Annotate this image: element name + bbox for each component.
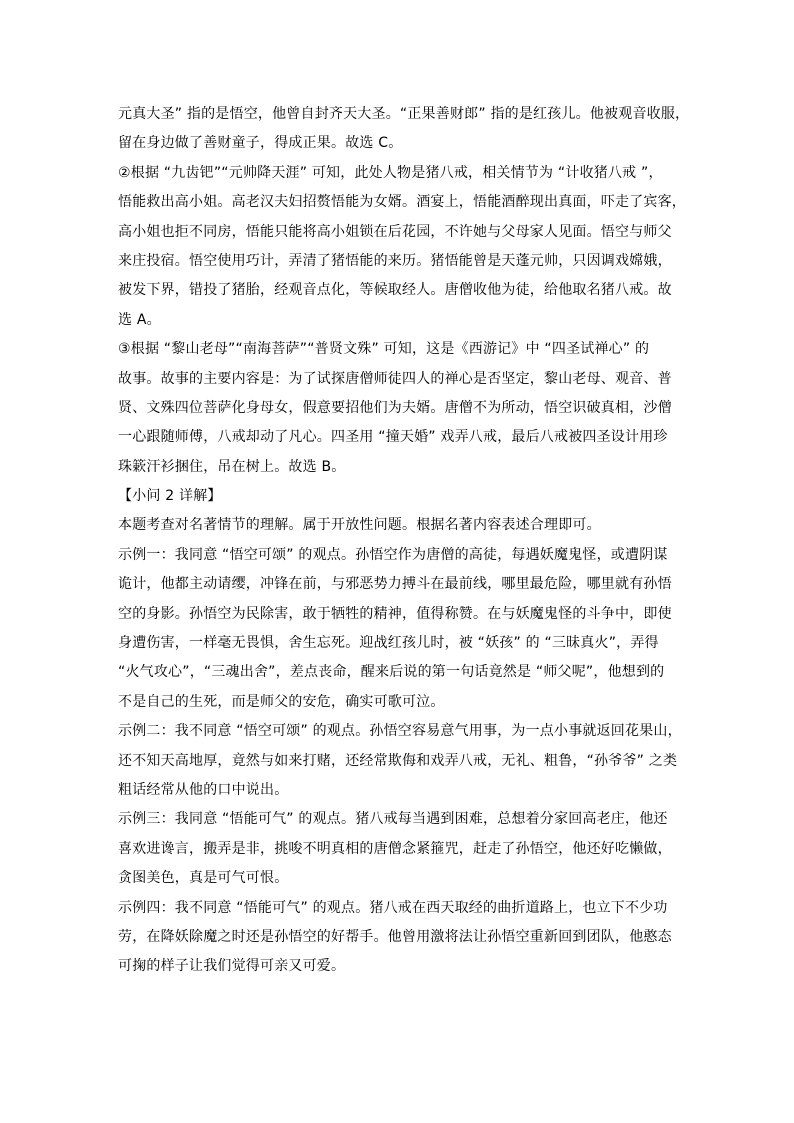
text-line: 高小姐也拒不同房，悟能只能将高小姐锁在后花园，不许她与父母家人见面。悟空与师父	[118, 223, 672, 240]
text-line: 示例一：我同意 “悟空可颂” 的观点。孙悟空作为唐僧的高徒，每遇妖魔鬼怪，或遭阴谋	[118, 546, 668, 563]
text-line: 不是自己的生死，而是师父的安危，确实可歌可泣。	[118, 693, 445, 710]
text-line: 贪图美色，真是可气可恨。	[118, 870, 289, 887]
text-line: 珠簌汗衫捆住，吊在树上。故选 B。	[118, 458, 346, 475]
text-line: 示例二：我不同意 “悟空可颂” 的观点。孙悟空容易意气用事，为一点小事就返回花果山，	[118, 723, 682, 740]
text-line: 故事。故事的主要内容是：为了试探唐僧师徒四人的禅心是否坚定，黎山老母、观音、普	[118, 370, 672, 387]
text-line: 劳，在降妖除魔之时还是孙悟空的好帮手。他曾用激将法让孙悟空重新回到团队，他憨态	[118, 928, 672, 945]
text-line: 选 A。	[118, 311, 161, 328]
text-line: 被发下界，错投了猪胎，经观音点化，等候取经人。唐僧收他为徒，给他取名猪八戒。故	[118, 282, 672, 299]
text-line: 粗话经常从他的口中说出。	[118, 781, 289, 798]
text-line: 还不知天高地厚，竟然与如来打赌，还经常欺侮和戏弄八戒，无礼、粗鲁，“孙爷爷” 之类	[118, 752, 678, 769]
text-line: ③根据 “黎山老母”“南海菩萨”“普贤文殊” 可知，这是《西游记》中 “四圣试禅心” 的	[118, 341, 650, 358]
text-line: 示例四：我不同意 “悟能可气” 的观点。猪八戒在西天取经的曲折道路上，也立下不少功	[118, 899, 668, 916]
text-line: 可掬的样子让我们觉得可亲又可爱。	[118, 958, 346, 975]
document-page	[118, 100, 688, 982]
text-line: 悟能救出高小姐。高老汉夫妇招赘悟能为女婿。酒宴上，悟能酒醉现出真面，吓走了宾客，	[118, 194, 686, 211]
text-line: 本题考查对名著情节的理解。属于开放性问题。根据名著内容表述合理即可。	[118, 517, 601, 534]
text-line: 示例三：我同意 “悟能可气” 的观点。猪八戒每当遇到困难，总想着分家回高老庄，他还	[118, 811, 668, 828]
text-line: 一心跟随师傅，八戒却动了凡心。四圣用 “撞天婚” 戏弄八戒，最后八戒被四圣设计用珍	[118, 429, 668, 446]
text-line: ②根据 “九齿钯”“元帅降天涯” 可知，此处人物是猪八戒，相关情节为 “计收猪八戒 ”，	[118, 164, 663, 181]
text-line: 喜欢进谗言，搬弄是非，挑唆不明真相的唐僧念紧箍咒，赶走了孙悟空，他还好吃懒做，	[118, 840, 672, 857]
text-line: 身遭伤害，一样毫无畏惧，舍生忘死。迎战红孩儿时，被 “妖孩” 的 “三昧真火”，弄得	[118, 635, 659, 652]
text-line: 元真大圣” 指的是悟空，他曾自封齐天大圣。“正果善财郎” 指的是红孩儿。他被观音收服，	[118, 106, 690, 122]
text-line: “火气攻心”，“三魂出舍”，差点丧命，醒来后说的第一句话竟然是 “师父呢”，他想到的	[118, 664, 665, 681]
text-line: 来庄投宿。悟空使用巧计，弄清了猪悟能的来历。猪悟能曾是天蓬元帅，只因调戏嫦娥，	[118, 252, 672, 269]
text-line: 留在身边做了善财童子，得成正果。故选 C。	[118, 135, 403, 152]
text-line: 空的身影。孙悟空为民除害，敢于牺牲的精神，值得称赞。在与妖魔鬼怪的斗争中，即使	[118, 605, 672, 622]
text-line: 贤、文殊四位菩萨化身母女，假意要招他们为夫婿。唐僧不为所动，悟空识破真相，沙僧	[118, 399, 672, 416]
text-line: 诡计，他都主动请缨，冲锋在前，与邪恶势力搏斗在最前线，哪里最危险，哪里就有孙悟	[118, 576, 672, 593]
section-heading: 【小问 2 详解】	[118, 488, 222, 505]
